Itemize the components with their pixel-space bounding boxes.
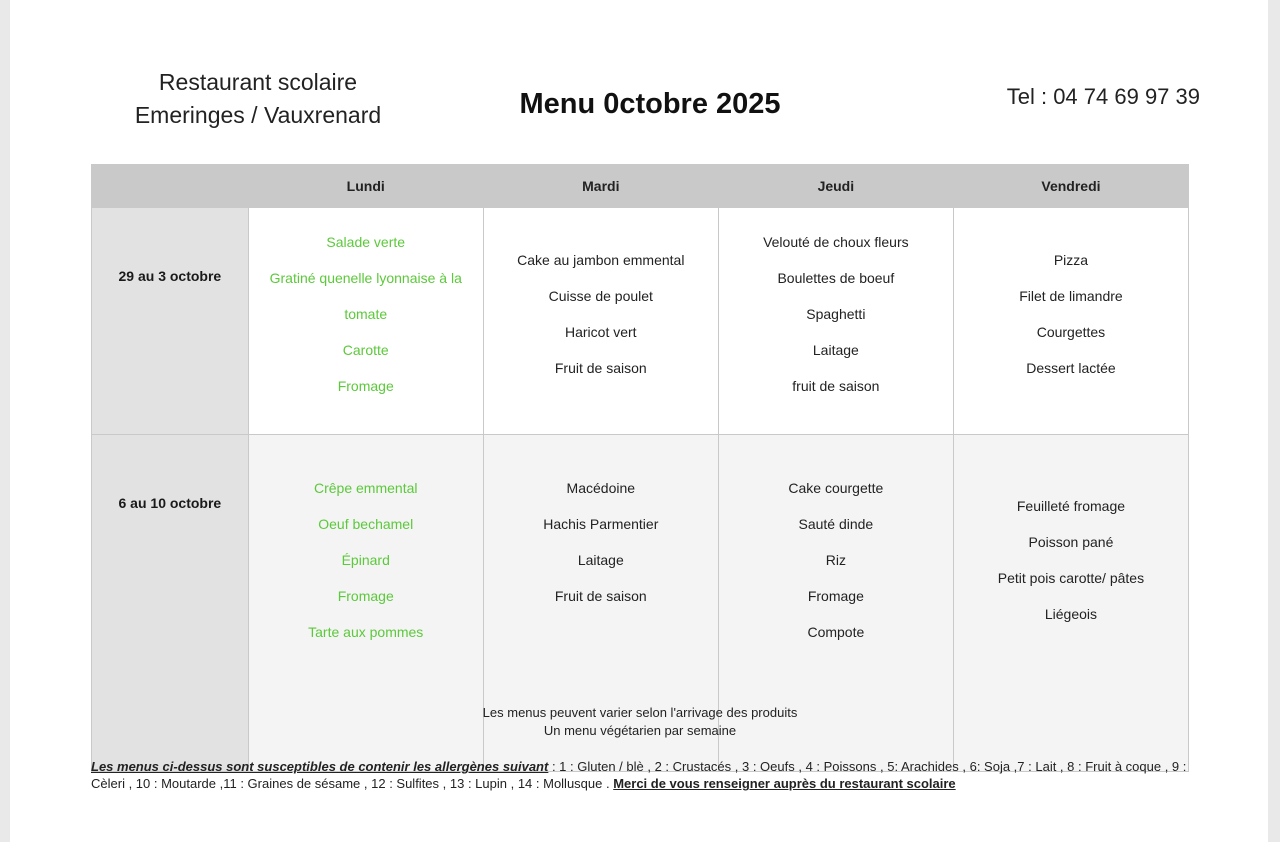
header-jeudi: Jeudi (718, 165, 953, 208)
menu-item: Laitage (812, 342, 859, 358)
cell-vendredi (953, 435, 1188, 772)
table-row (92, 208, 1189, 435)
table-header-row (92, 165, 1189, 208)
restaurant-line-1: Restaurant scolaire (158, 69, 358, 95)
menu-item: Petit pois carotte/ pâtes (997, 570, 1145, 586)
menu-table (91, 164, 1189, 772)
page-title: Menu 0ctobre 2025 (519, 88, 781, 120)
menu-item: Fruit de saison (554, 360, 647, 376)
header-mardi: Mardi (483, 165, 718, 208)
header-corner (92, 165, 249, 208)
menu-item: Sauté dinde (798, 516, 874, 532)
menu-item: Courgettes (1036, 324, 1106, 340)
allergen-notice (91, 758, 1191, 792)
menu-item: Cake courgette (788, 480, 884, 496)
notes-line-2: Un menu végétarien par semaine (543, 723, 737, 738)
menu-item: Spaghetti (806, 306, 866, 322)
menu-item: Compote (807, 624, 865, 640)
allergen-lead: Les menus ci-dessus sont susceptibles de contenir les allergènes suivant (91, 759, 549, 774)
menu-notes (340, 704, 940, 740)
menu-item: Cake au jambon emmental (517, 252, 685, 268)
menu-item: Épinard (341, 552, 390, 568)
allergen-contact-note: Merci de vous renseigner auprès du restaurant scolaire (613, 776, 956, 791)
cell-vendredi (953, 208, 1188, 435)
menu-item: Haricot vert (565, 324, 637, 340)
cell-lundi (248, 208, 483, 435)
menu-item: Salade verte (326, 234, 406, 250)
restaurant-line-2: Emeringes / Vauxrenard (134, 102, 382, 128)
menu-item: Fromage (807, 588, 864, 604)
menu-item: Hachis Parmentier (543, 516, 659, 532)
menu-item: Fromage (337, 588, 394, 604)
menu-item: Liégeois (1044, 606, 1098, 622)
menu-item: Fruit de saison (554, 588, 647, 604)
menu-item: Boulettes de boeuf (777, 270, 895, 286)
menu-item: Laitage (577, 552, 624, 568)
menu-item: Velouté de choux fleurs (763, 234, 909, 250)
menu-item: Tarte aux pommes (308, 624, 424, 640)
menu-item: Carotte (342, 342, 389, 358)
week-label: 6 au 10 octobre (92, 435, 249, 772)
menu-item: Oeuf bechamel (318, 516, 414, 532)
menu-item: Fromage (337, 378, 394, 394)
cell-mardi (483, 208, 718, 435)
menu-item: Poisson pané (1028, 534, 1114, 550)
header-vendredi: Vendredi (953, 165, 1188, 208)
allergen-list: : 1 : Gluten / blè , 2 : Crustacés , 3 : Oeufs , 4 : Poissons , 5: Arachides , 6: Soja ,7 : Lait , 8 : Fruit à coque , 9 : Cèleri , 10 : Moutarde ,11 : Graines de sésame , 12 : Sulfites , 13 : Lupin , 14 : Mollusque . (91, 759, 1187, 791)
menu-item: Macédoine (566, 480, 636, 496)
notes-line-1: Les menus peuvent varier selon l'arrivage des produits (482, 705, 798, 720)
restaurant-name (118, 66, 398, 132)
menu-item: Pizza (1053, 252, 1089, 268)
header-lundi: Lundi (248, 165, 483, 208)
cell-jeudi (718, 208, 953, 435)
menu-item: Crêpe emmental (313, 480, 418, 496)
phone-number: Tel : 04 74 69 97 39 (1006, 84, 1200, 109)
menu-item: Dessert lactée (1026, 360, 1116, 376)
menu-item: Cuisse de poulet (548, 288, 653, 304)
menu-item: fruit de saison (792, 378, 880, 394)
week-label: 29 au 3 octobre (92, 208, 249, 435)
menu-item: Feuilleté fromage (1016, 498, 1126, 514)
menu-item: Filet de limandre (1019, 288, 1123, 304)
menu-item: Gratiné quenelle lyonnaise à la tomate (269, 270, 462, 322)
menu-item: Riz (825, 552, 846, 568)
